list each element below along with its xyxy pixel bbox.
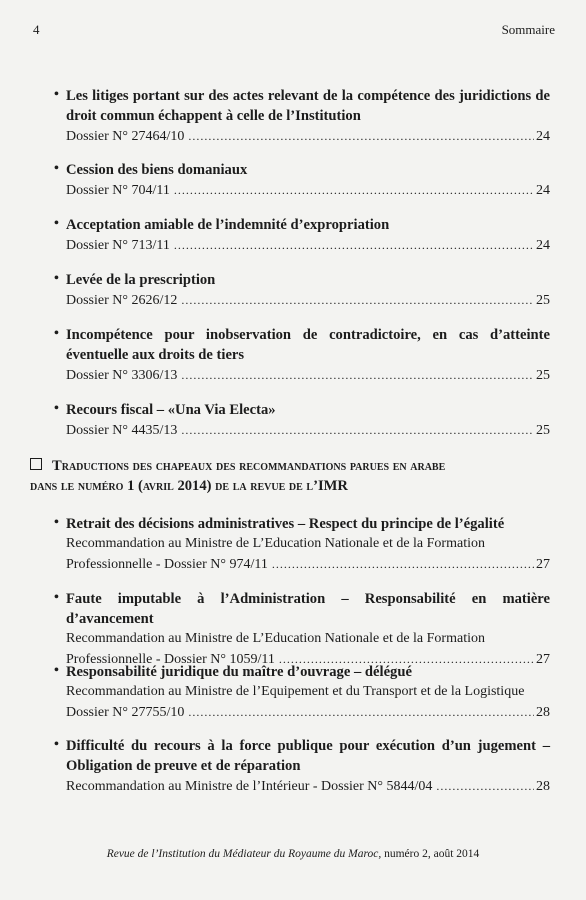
page-ref: 25 bbox=[536, 368, 550, 383]
dossier-number: Professionnelle - Dossier N° 1059/11 bbox=[66, 652, 275, 667]
bullet-icon: • bbox=[54, 161, 59, 176]
toc-entry bbox=[54, 325, 550, 386]
page-ref: 28 bbox=[536, 779, 550, 794]
leader-line bbox=[66, 290, 550, 311]
page-ref: 25 bbox=[536, 293, 550, 308]
toc-entry bbox=[54, 400, 550, 441]
dossier-number: Professionnelle - Dossier N° 974/11 bbox=[66, 557, 268, 572]
dossier-number: Dossier N° 3306/13 bbox=[66, 368, 178, 383]
page-number: 4 bbox=[33, 22, 40, 37]
leader-line bbox=[66, 776, 550, 797]
footer-journal: Revue de l’Institution du Médiateur du Royaume du Maroc, bbox=[106, 848, 382, 860]
leader-line bbox=[66, 235, 550, 256]
entry-title: • Difficulté du recours à la force publique pour exécution d’un jugement – Obligation de preuve et de réparation bbox=[54, 737, 550, 774]
leader-line bbox=[66, 420, 550, 441]
page-ref: 25 bbox=[536, 423, 550, 438]
entry-title: • Incompétence pour inobservation de contradictoire, en cas d’atteinte éventuelle aux droits de tiers bbox=[54, 326, 550, 363]
page-ref: 24 bbox=[536, 129, 550, 144]
page-ref: 28 bbox=[536, 705, 550, 720]
section-heading bbox=[30, 456, 550, 496]
leader-line bbox=[66, 554, 550, 575]
leader-line bbox=[66, 126, 550, 147]
page-ref: 24 bbox=[536, 183, 550, 198]
toc-entry bbox=[54, 215, 550, 256]
bullet-icon: • bbox=[54, 271, 59, 286]
section-heading-line1: Traductions des chapeaux des recommandations parues en arabe bbox=[52, 458, 446, 474]
recommendation-text: Recommandation au Ministre de L’Education Nationale et de la Formation bbox=[66, 631, 485, 646]
toc-entry bbox=[54, 514, 550, 575]
footer-issue: numéro 2, août 2014 bbox=[384, 848, 480, 860]
bullet-icon: • bbox=[54, 326, 59, 341]
toc-entry bbox=[54, 736, 550, 797]
page-ref: 27 bbox=[536, 557, 550, 572]
toc-entry bbox=[54, 160, 550, 201]
dossier-number: Dossier N° 2626/12 bbox=[66, 293, 178, 308]
bullet-icon: • bbox=[54, 663, 59, 678]
dossier-number: Dossier N° 4435/13 bbox=[66, 423, 178, 438]
dossier-number: Recommandation au Ministre de l’Intérieur - Dossier N° 5844/04 bbox=[66, 779, 433, 794]
bullet-icon: • bbox=[54, 216, 59, 231]
bullet-icon: • bbox=[54, 515, 59, 530]
entry-title: • Retrait des décisions administratives – Respect du principe de l’égalité bbox=[54, 515, 505, 532]
entry-title: • Levée de la prescription bbox=[54, 271, 216, 288]
checkbox-icon bbox=[30, 458, 42, 470]
toc-entry bbox=[54, 589, 550, 670]
entry-title: • Acceptation amiable de l’indemnité d’expropriation bbox=[54, 216, 390, 233]
entry-title: • Les litiges portant sur des actes relevant de la compétence des juridictions de droit commun échappent à celle de l’Institution bbox=[54, 87, 550, 124]
page-ref: 27 bbox=[536, 652, 550, 667]
bullet-icon: • bbox=[54, 401, 59, 416]
dossier-number: Dossier N° 713/11 bbox=[66, 238, 170, 253]
page-header-title: Sommaire bbox=[501, 22, 555, 37]
bullet-icon: • bbox=[54, 87, 59, 102]
toc-entry bbox=[54, 270, 550, 311]
bullet-icon: • bbox=[54, 737, 59, 752]
page-footer bbox=[0, 848, 586, 860]
bullet-icon: • bbox=[54, 590, 59, 605]
recommendation-text: Recommandation au Ministre de l’Equipement et du Transport et de la Logistique bbox=[66, 684, 525, 699]
entry-title: • Faute imputable à l’Administration – Responsabilité en matière d’avancement bbox=[54, 590, 550, 627]
section-heading-line2: dans le numéro 1 (avril 2014) de la revue de l’IMR bbox=[30, 478, 348, 494]
dossier-number: Dossier N° 27464/10 bbox=[66, 129, 185, 144]
leader-line bbox=[66, 702, 550, 723]
leader-line bbox=[66, 180, 550, 201]
entry-title: • Cession des biens domaniaux bbox=[54, 161, 248, 178]
toc-entry bbox=[54, 662, 550, 723]
entry-title: • Recours fiscal – «Una Via Electa» bbox=[54, 401, 276, 418]
recommendation-text: Recommandation au Ministre de L’Education Nationale et de la Formation bbox=[66, 536, 485, 551]
entry-title: • Responsabilité juridique du maître d’ouvrage – délégué bbox=[54, 663, 412, 680]
toc-entry bbox=[54, 86, 550, 147]
page-ref: 24 bbox=[536, 238, 550, 253]
dossier-number: Dossier N° 27755/10 bbox=[66, 705, 185, 720]
dossier-number: Dossier N° 704/11 bbox=[66, 183, 170, 198]
leader-line bbox=[66, 365, 550, 386]
